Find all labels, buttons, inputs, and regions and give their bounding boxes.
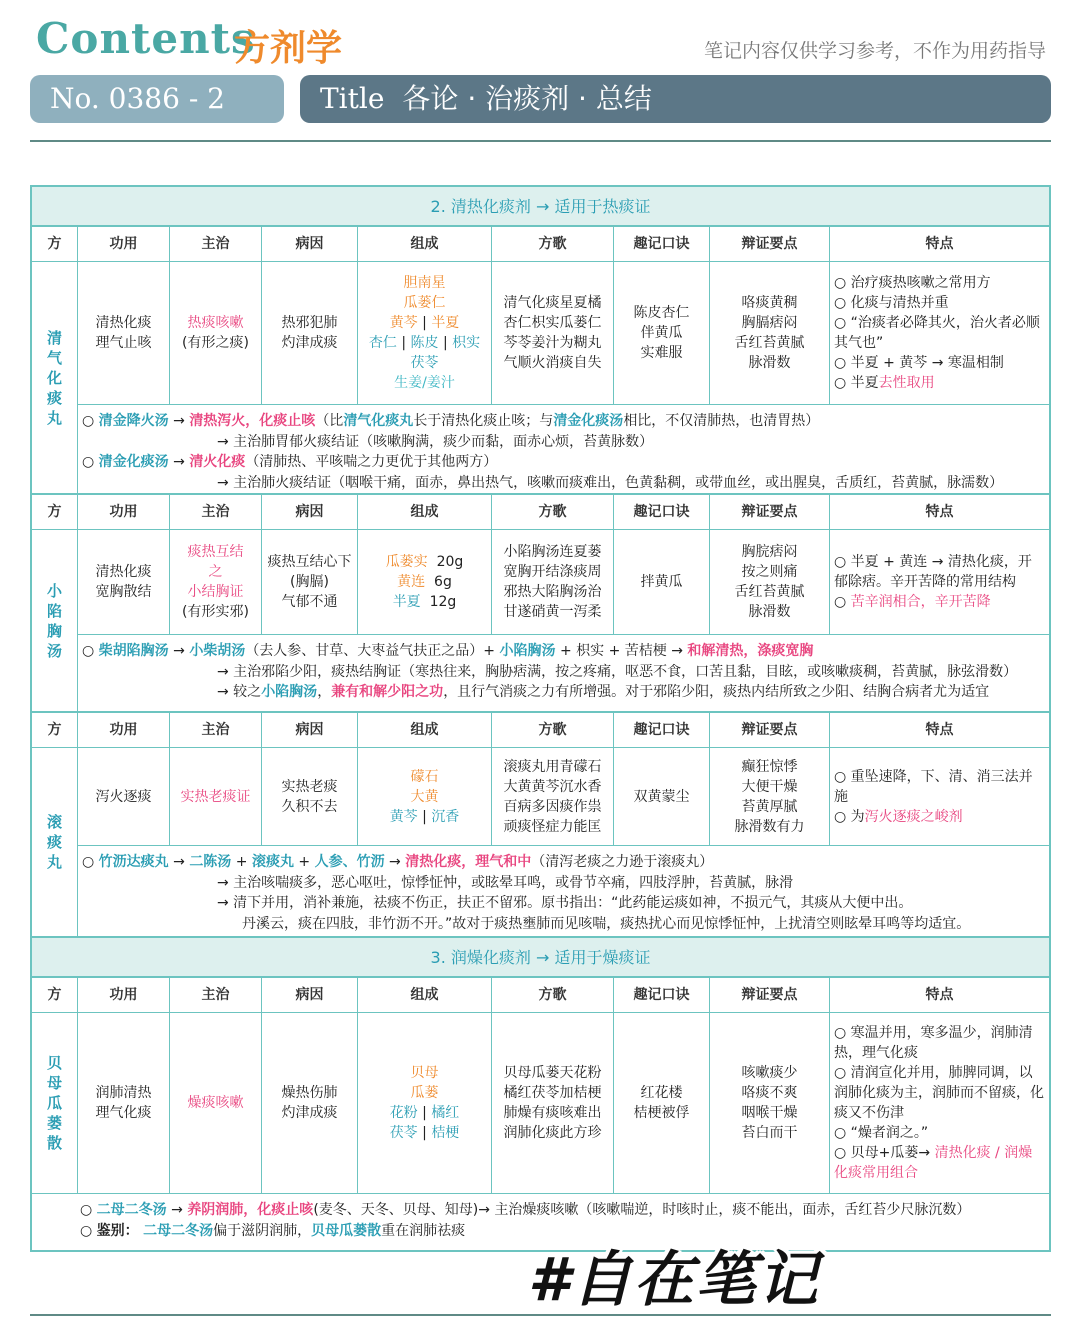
note-number-badge <box>30 75 284 123</box>
text-line: 燥热伤肺 <box>281 1085 338 1101</box>
herb-name: 胆南星 <box>403 275 446 291</box>
text-line: 陈皮杏仁 <box>633 305 690 321</box>
bullet-item: ○ 化痰与清热并重 <box>834 295 949 311</box>
col-kouju: 趣记口诀 <box>614 978 710 1012</box>
formula-ref: 小柴胡汤 <box>189 643 246 659</box>
fangge-cell <box>492 262 614 404</box>
herb-name: 礞石 <box>410 768 439 785</box>
arrow: → <box>171 1202 183 1218</box>
arrow: → <box>173 854 185 870</box>
text-line: 理气化痰 <box>95 1105 152 1121</box>
formula-name-cell <box>32 748 78 936</box>
formula-block-beimu <box>32 1013 1049 1250</box>
section-title-heat-phlegm: 2. 清热化痰剂 → 适用于热痰证 <box>32 187 1049 227</box>
text-line: 清热化痰 <box>95 315 152 331</box>
highlight-text: 清火化痰 <box>189 454 246 470</box>
text-line: 芩苓姜汁为糊丸 <box>503 335 602 351</box>
herb-line <box>397 572 452 592</box>
herb-name: 黄芩 <box>389 315 418 331</box>
note-line: ○ 竹沥达痰丸 → 二陈汤 + 滚痰丸 + 人参、竹沥 → 清热化痰，理气和中（清泻老痰之力逊于滚痰丸） <box>82 854 714 870</box>
herb-line: 杏仁 | 陈皮 | 枳实 <box>368 335 481 351</box>
herb-name: 瓜蒌 <box>410 1085 439 1101</box>
herb-name: 茯苓 <box>410 355 439 371</box>
col-tedian: 特点 <box>925 722 954 738</box>
arrow: → <box>173 454 185 470</box>
column-header-row <box>32 978 1049 1013</box>
highlight-text: 和解清热，涤痰宽胸 <box>687 643 814 659</box>
col-kouju: 趣记口诀 <box>614 495 710 529</box>
formula-data-row <box>78 530 1049 634</box>
text-run: ， <box>317 684 332 700</box>
formula-name: 滚痰丸 <box>46 813 62 871</box>
formula-ref: 贝母瓜蒌散 <box>311 1222 382 1239</box>
arrow: → <box>173 643 185 659</box>
text-line: (胸膈) <box>290 574 329 590</box>
bullet-item: ○ 治疗痰热咳嗽之常用方 <box>834 275 991 291</box>
formula-ref: 二陈汤 <box>189 854 232 870</box>
text-run: → 较之 <box>217 684 262 700</box>
arrow: → <box>173 413 185 429</box>
formula-name-cell <box>32 530 78 711</box>
text-line: 苔白而干 <box>741 1125 798 1141</box>
herb-line <box>386 552 464 572</box>
text-line: 按之则痛 <box>741 564 798 580</box>
text-line: 半夏 + 黄芩 → 寒温相制 <box>850 355 1004 371</box>
herb-name: 生姜/姜汁 <box>394 375 455 391</box>
text-line: 润肺化痰此方珍 <box>503 1125 602 1141</box>
formula-ref: 二母二冬汤 <box>143 1222 214 1239</box>
zhuzhi-cell <box>170 262 262 404</box>
text-line: 宽胸开结涤痰周 <box>503 564 602 580</box>
col-gongyong: 功用 <box>78 713 170 747</box>
title-label: Title <box>320 82 385 115</box>
col-tedian: 特点 <box>925 987 954 1003</box>
text-line: 半夏 <box>850 375 879 391</box>
text-run: ，且行气消痰之力有所增强。对于邪陷少阳，痰热内结所致之少阳、结胸合病者尤为适宜 <box>443 684 990 700</box>
col-fangge: 方歌 <box>492 713 614 747</box>
note-line <box>82 682 1041 703</box>
kouju-cell <box>614 262 710 404</box>
col-zhuzhi: 主治 <box>170 713 262 747</box>
col-yaodian: 辩证要点 <box>710 978 830 1012</box>
tedian-cell <box>830 1013 1049 1193</box>
text-line: 杏仁枳实瓜蒌仁 <box>503 315 602 331</box>
text-line: “治痰者必降其火，治火者必顺其气也” <box>834 315 1040 351</box>
col-fang: 方 <box>32 227 78 261</box>
text-line: 苦辛润相合，辛开苦降 <box>850 594 991 610</box>
note-line: ○ 鉴别： 二母二冬汤偏于滋阴润肺，贝母瓜蒌散重在润肺祛痰 <box>80 1222 466 1239</box>
text-line: 润肺清热 <box>95 1085 152 1101</box>
formula-data-row <box>78 262 1049 404</box>
text-line: 清气化痰星夏橘 <box>503 295 602 311</box>
text-line: 伴黄瓜 <box>640 325 683 341</box>
kouju-cell <box>614 748 710 845</box>
formula-ref: 小陷胸汤 <box>499 643 556 659</box>
bingyin-cell <box>262 748 358 845</box>
text-line: 灼津成痰 <box>281 1105 338 1121</box>
herb-name: 橘红 <box>431 1105 460 1121</box>
herb-name: 花粉 <box>389 1105 418 1121</box>
column-header-row <box>32 713 1049 748</box>
zucheng-cell <box>358 1013 492 1193</box>
text-line: 贝母+瓜蒌→ <box>850 1145 931 1161</box>
zucheng-cell <box>358 262 492 404</box>
kouju-cell <box>614 530 710 634</box>
zhuzhi-cell <box>170 748 262 845</box>
herb-name: 陈皮 <box>410 335 439 351</box>
col-tedian: 特点 <box>925 236 954 252</box>
variant-notes <box>78 845 1049 936</box>
text-line: 重坠速降，下、清、消三法并施 <box>834 768 1033 805</box>
herb-line: 花粉 | 橘红 <box>389 1105 460 1121</box>
zhuzhi-cell <box>170 530 262 634</box>
text-line: 咳嗽痰少 <box>741 1065 798 1081</box>
gongyong-cell <box>78 530 170 634</box>
text-run: (麦冬、天冬、贝母、知母)→ 主治燥痰咳嗽（咳嗽喘逆，时咳时止，痰不能出，面赤，舌红苔少尺脉沉数） <box>313 1202 971 1218</box>
herb-name: 枳实 <box>452 335 481 351</box>
herb-line: 黄芩 | 沉香 <box>389 808 460 825</box>
variant-formula-name: 竹沥达痰丸 <box>98 854 169 870</box>
bullet-item: ○ “燥者润之。” <box>834 1125 929 1141</box>
bullet-item: ○ 半夏 + 黄连 → 清热化痰，开郁除痞。辛开苦降的常用结构 <box>834 554 1032 590</box>
bullet-item: ○ 清润宣化并用，肺脾同调，以润肺化痰为主，润肺而不留痰，化痰又不伤津 <box>834 1065 1044 1121</box>
watermark-text: #自在笔记 <box>528 1245 820 1315</box>
yaodian-cell <box>710 748 830 845</box>
herb-line <box>393 592 457 612</box>
bullet-item: ○ 为泻火逐痰之峻剂 <box>834 808 963 825</box>
col-fang: 方 <box>32 978 78 1012</box>
text-line: 半夏 + 黄连 → 清热化痰，开郁除痞。辛开苦降的常用结构 <box>834 554 1032 590</box>
formula-name: 贝母瓜蒌散 <box>46 1054 62 1152</box>
header-subject: 方剂学 <box>234 28 343 69</box>
text-line: 脉滑数有力 <box>734 818 805 835</box>
col-fang: 方 <box>32 495 78 529</box>
zhuzhi-cell <box>170 1013 262 1193</box>
title-bar <box>300 75 1051 123</box>
herb-name: 大黄 <box>410 788 439 805</box>
text-line: 咯痰黄稠 <box>741 295 798 311</box>
herb-name: 茯苓 <box>389 1125 418 1141</box>
text-line: 实热老痰 <box>281 778 338 795</box>
herb-line: 黄芩 | 半夏 <box>389 315 460 331</box>
formula-data-row <box>78 748 1049 845</box>
col-zhuzhi: 主治 <box>170 495 262 529</box>
text-line: 脉滑数 <box>748 355 791 371</box>
formula-ref: 清气化痰丸 <box>343 413 414 429</box>
header-contents: Contents <box>36 14 256 63</box>
text-run: 相比，不仅清肺热，也清胃热） <box>623 413 820 429</box>
text-line: 久积不去 <box>281 798 338 815</box>
bullet-item: ○ 半夏 + 黄芩 → 寒温相制 <box>834 355 1004 371</box>
note-line: → 主治邪陷少阳，痰热结胸证（寒热往来，胸胁痞满，按之疼痛，呕恶不食，口苦且黏，目眩，或咳嗽痰稠，苔黄腻，脉弦滑数） <box>217 663 1018 680</box>
formula-ref: 清金化痰汤 <box>553 413 624 429</box>
herb-line: 茯苓 | 桔梗 <box>389 1125 460 1141</box>
note-line: ○ 二母二冬汤 → 养阴润肺，化痰止咳(麦冬、天冬、贝母、知母)→ 主治燥痰咳嗽（咳嗽喘逆，时咳时止，痰不能出，面赤，舌红苔少尺脉沉数） <box>80 1202 971 1218</box>
herb-name: 黄连 <box>397 574 426 590</box>
formula-name: 小陷胸汤 <box>46 581 62 660</box>
text-line: 清热化痰 <box>95 564 152 580</box>
text-line: 顽痰怪症力能匡 <box>503 818 602 835</box>
formula-ref: 人参、竹沥 <box>314 854 385 870</box>
header-disclaimer: 笔记内容仅供学习参考，不作为用药指导 <box>703 40 1046 62</box>
bullet-item: ○ 重坠速降，下、清、消三法并施 <box>834 768 1033 805</box>
col-tedian: 特点 <box>925 504 954 520</box>
note-line: → 主治肺胃郁火痰结证（咳嗽胸满，痰少而黏，面赤心烦，苔黄脉数） <box>217 433 654 450</box>
text-line: (有形实邪) <box>182 604 249 620</box>
bingyin-cell <box>262 1013 358 1193</box>
summary-table <box>30 185 1051 1252</box>
highlight-text: 清热化痰，理气和中 <box>405 854 532 870</box>
section-title-dry-phlegm: 3. 润燥化痰剂 → 适用于燥痰证 <box>32 936 1049 978</box>
text-line: 气顺火消痰自失 <box>503 355 602 371</box>
col-bingyin: 病因 <box>262 227 358 261</box>
text-line: 咽喉干燥 <box>741 1105 798 1121</box>
herb-name: 黄芩 <box>389 808 418 825</box>
bingyin-cell <box>262 530 358 634</box>
title-text: 各论 · 治痰剂 · 总结 <box>402 82 652 115</box>
col-zucheng: 组成 <box>358 978 492 1012</box>
text-run: （清泻老痰之力逊于滚痰丸） <box>531 854 714 870</box>
variant-formula-name: 清金化痰汤 <box>98 454 169 470</box>
herb-name: 沉香 <box>431 808 460 825</box>
text-line: 痰热互结心下 <box>267 554 352 570</box>
text-line: 脉滑数 <box>748 604 791 620</box>
formula-ref: 滚痰丸 <box>251 854 294 870</box>
formula-data-row <box>78 1013 1049 1193</box>
note-line: → 主治咳喘痰多，恶心呕吐，惊悸怔忡，或眩晕耳鸣，或骨节卒痛，四肢浮肿，苔黄腻，脉滑 <box>217 874 794 891</box>
text-line: 小陷胸汤连夏蒌 <box>503 544 602 560</box>
gongyong-cell <box>78 262 170 404</box>
text-line: 大黄黄芩沉水香 <box>503 778 602 795</box>
col-fangge: 方歌 <box>492 227 614 261</box>
text-line: 苔黄厚腻 <box>741 798 798 815</box>
bingyin-cell <box>262 262 358 404</box>
text-line: “燥者润之。” <box>850 1125 929 1141</box>
formula-block-guntan <box>32 748 1049 936</box>
note-line: 丹溪云，痰在四肢，非竹沥不开。”故对于痰热壅肺而见咳喘，痰热扰心而见惊悸怔忡，上扰清空则眩晕耳鸣等均适宜。 <box>242 915 971 932</box>
text-line: 理气止咳 <box>95 335 152 351</box>
top-divider <box>30 140 1051 142</box>
gongyong-cell <box>78 1013 170 1193</box>
text-line: 肺燥有痰咳难出 <box>503 1105 602 1121</box>
col-fangge: 方歌 <box>492 495 614 529</box>
herb-name: 贝母 <box>410 1065 439 1081</box>
text-line: (有形之痰) <box>182 335 249 351</box>
tedian-cell <box>830 262 1049 404</box>
herb-dose: 12g <box>429 594 457 610</box>
text-run: + 枳实 + 苦桔梗 → <box>559 643 683 659</box>
yaodian-cell <box>710 262 830 404</box>
text-line: 之 <box>208 564 223 580</box>
yaodian-cell <box>710 1013 830 1193</box>
text-line: 寒温并用，寒多温少，润肺清热，理气化痰 <box>834 1025 1033 1061</box>
text-line: 甘遂硝黄一泻柔 <box>503 604 602 620</box>
arrow: → <box>389 854 401 870</box>
variant-formula-name: 清金降火汤 <box>98 413 169 429</box>
fangge-cell <box>492 1013 614 1193</box>
text-line: 宽胸散结 <box>95 584 152 600</box>
highlight-text: 清热泻火，化痰止咳 <box>189 413 316 429</box>
text-line: 痰热互结 <box>187 544 244 560</box>
column-header-row <box>32 495 1049 530</box>
col-fang: 方 <box>32 713 78 747</box>
col-yaodian: 辩证要点 <box>710 713 830 747</box>
differentiation-label: 鉴别： <box>96 1222 139 1239</box>
text-line: 实热老痰证 <box>180 788 251 805</box>
herb-name: 瓜蒌仁 <box>403 295 446 311</box>
bullet-item: ○ “治痰者必降其火，治火者必顺其气也” <box>834 315 1040 351</box>
formula-ref: 小陷胸汤 <box>261 684 318 700</box>
col-kouju: 趣记口诀 <box>614 713 710 747</box>
text-line: 清热化痰 / 润燥化痰常用组合 <box>834 1145 1033 1181</box>
col-bingyin: 病因 <box>262 713 358 747</box>
formula-name: 清气化痰丸 <box>46 328 62 427</box>
col-zucheng: 组成 <box>358 495 492 529</box>
col-zucheng: 组成 <box>358 713 492 747</box>
note-line: ○ 柴胡陷胸汤 → 小柴胡汤（去人参、甘草、大枣益气扶正之品）+ 小陷胸汤 + 枳实 + 苦桔梗 → 和解清热，涤痰宽胸 <box>82 643 814 659</box>
text-line: 拌黄瓜 <box>640 574 683 590</box>
herb-name: 半夏 <box>392 594 421 610</box>
text-line: 舌红苔黄腻 <box>734 335 805 351</box>
column-header-row <box>32 227 1049 262</box>
text-line: 为 <box>850 808 865 825</box>
highlight-text: 兼有和解少阳之功 <box>331 684 444 700</box>
text-run: （清肺热、平咳喘之力更优于其他两方） <box>245 454 498 470</box>
fangge-cell <box>492 530 614 634</box>
text-line: 实难服 <box>640 345 683 361</box>
note-line: → 主治肺火痰结证（咽喉干痛，面赤，鼻出热气，咳嗽而痰难出，色黄黏稠，或带血丝，或出腥臭，舌质红，苔黄腻，脉濡数） <box>217 474 1004 491</box>
text-line: 泻火逐痰 <box>95 788 152 805</box>
formula-name-cell <box>32 1013 78 1193</box>
highlight-text: 养阴润肺，化痰止咳 <box>187 1202 314 1218</box>
text-run: （去人参、甘草、大枣益气扶正之品）+ <box>245 643 496 659</box>
text-line: 热邪犯肺 <box>281 315 338 331</box>
text-line: 百病多因痰作祟 <box>503 798 602 815</box>
herb-name: 半夏 <box>431 315 460 331</box>
bullet-item: ○ 半夏去性取用 <box>834 375 935 391</box>
text-line: 舌红苔黄腻 <box>734 584 805 600</box>
col-gongyong: 功用 <box>78 495 170 529</box>
text-line: 邪热大陷胸汤治 <box>503 584 602 600</box>
col-bingyin: 病因 <box>262 495 358 529</box>
note-number: No. 0386 - 2 <box>50 82 225 115</box>
text-line: 橘红茯苓加桔梗 <box>503 1085 602 1101</box>
variant-formula-name: 柴胡陷胸汤 <box>98 643 169 659</box>
text-line: 清润宣化并用，肺脾同调，以润肺化痰为主，润肺而不留痰，化痰又不伤津 <box>834 1065 1044 1121</box>
variant-notes <box>78 634 1049 711</box>
variant-notes <box>78 404 1049 493</box>
tedian-cell <box>830 748 1049 845</box>
text-line: 去性取用 <box>878 375 935 391</box>
bullet-item: ○ 寒温并用，寒多温少，润肺清热，理气化痰 <box>834 1025 1033 1061</box>
col-zhuzhi: 主治 <box>170 227 262 261</box>
text-line: 化痰与清热并重 <box>850 295 949 311</box>
col-zucheng: 组成 <box>358 227 492 261</box>
formula-block-qingqi <box>32 262 1049 495</box>
text-line: 双黄蒙尘 <box>633 788 690 805</box>
text-line: 滚痰丸用青礞石 <box>503 758 602 775</box>
text-line: 癫狂惊悸 <box>741 758 798 775</box>
herb-name: 杏仁 <box>368 335 397 351</box>
col-yaodian: 辩证要点 <box>710 227 830 261</box>
text-run: 长于清热化痰止咳；与 <box>413 413 554 429</box>
text-line: 胸膈痞闷 <box>741 315 798 331</box>
herb-dose: 6g <box>434 574 452 590</box>
fangge-cell <box>492 748 614 845</box>
bullet-item: ○ 贝母+瓜蒌→ 清热化痰 / 润燥化痰常用组合 <box>834 1145 1033 1181</box>
text-line: 燥痰咳嗽 <box>187 1095 244 1111</box>
col-yaodian: 辩证要点 <box>710 495 830 529</box>
col-fangge: 方歌 <box>492 978 614 1012</box>
herb-name: 桔梗 <box>431 1125 460 1141</box>
text-line: 红花楼 <box>640 1085 683 1101</box>
herb-dose: 20g <box>436 554 464 570</box>
col-gongyong: 功用 <box>78 227 170 261</box>
text-line: 胸脘痞闷 <box>741 544 798 560</box>
formula-name-cell <box>32 262 78 493</box>
note-line: → 清下并用，消补兼施，祛痰不伤正，扶正不留邪。原书指出：“此药能运痰如神，不损元气，其痰从大便中出。 <box>217 895 913 911</box>
tedian-cell <box>830 530 1049 634</box>
text-line: 桔梗被俘 <box>633 1105 690 1121</box>
text-run: 重在润肺祛痰 <box>381 1222 466 1239</box>
herb-name: 瓜蒌实 <box>385 554 428 570</box>
text-line: 气郁不通 <box>281 594 338 610</box>
col-bingyin: 病因 <box>262 978 358 1012</box>
note-line: ○ 清金降火汤 → 清热泻火，化痰止咳（比清气化痰丸长于清热化痰止咳；与清金化痰汤相比，不仅清肺热，也清胃热） <box>82 413 820 429</box>
text-run: （比 <box>315 413 344 429</box>
col-gongyong: 功用 <box>78 978 170 1012</box>
text-line: 小结胸证 <box>187 584 244 600</box>
col-zhuzhi: 主治 <box>170 978 262 1012</box>
kouju-cell <box>614 1013 710 1193</box>
text-line: 治疗痰热咳嗽之常用方 <box>850 275 991 291</box>
text-line: 热痰咳嗽 <box>187 315 244 331</box>
text-line: 泻火逐痰之峻剂 <box>864 808 963 825</box>
text-run: 偏于滋阴润肺， <box>213 1222 312 1239</box>
text-line: 灼津成痰 <box>281 335 338 351</box>
text-line: 大便干燥 <box>741 778 798 795</box>
zucheng-cell <box>358 530 492 634</box>
yaodian-cell <box>710 530 830 634</box>
text-line: 贝母瓜蒌天花粉 <box>503 1065 602 1081</box>
note-line: ○ 清金化痰汤 → 清火化痰（清肺热、平咳喘之力更优于其他两方） <box>82 454 498 470</box>
variant-formula-name: 二母二冬汤 <box>96 1202 167 1218</box>
formula-block-xiaoxianxiong <box>32 530 1049 713</box>
gongyong-cell <box>78 748 170 845</box>
bullet-item: ○ 苦辛润相合，辛开苦降 <box>834 594 991 610</box>
zucheng-cell <box>358 748 492 845</box>
col-kouju: 趣记口诀 <box>614 227 710 261</box>
text-line: 咯痰不爽 <box>741 1085 798 1101</box>
